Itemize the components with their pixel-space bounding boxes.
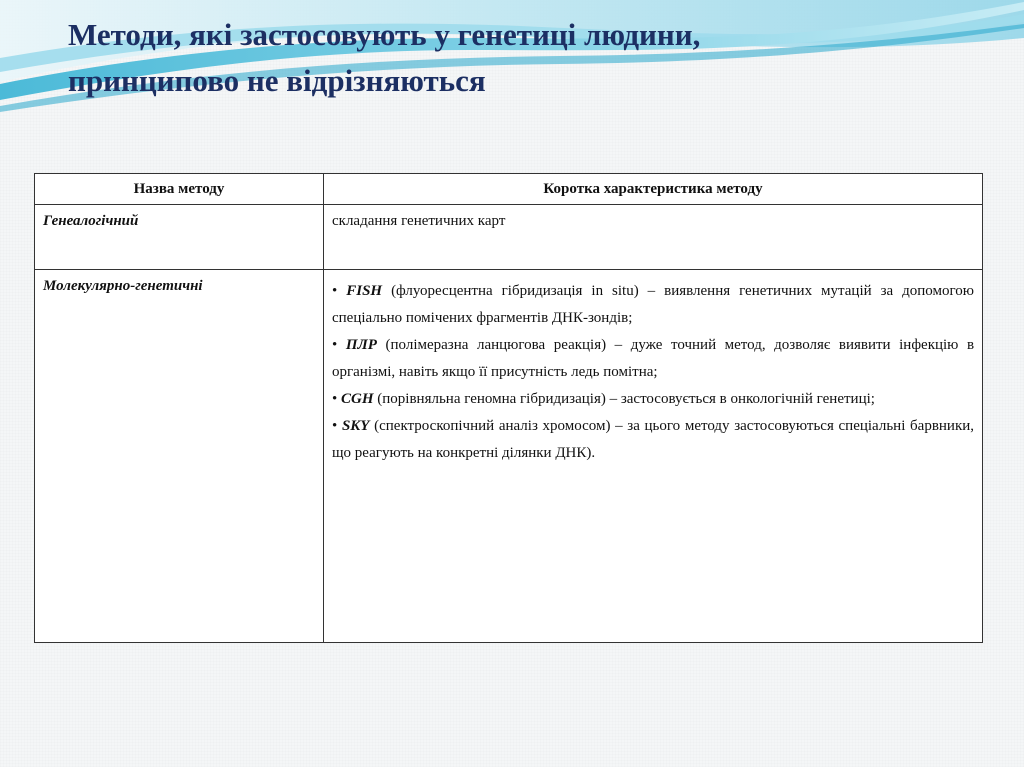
method-description-cell <box>324 270 983 643</box>
methods-table <box>34 173 983 643</box>
table-header-row <box>35 174 983 205</box>
bullet-text: (порівняльна геномна гібридизація) – застосовується в онкологічній генетиці; <box>377 391 875 407</box>
bullet-marker: • <box>332 391 338 407</box>
bullet-item <box>332 413 974 467</box>
bullet-item <box>332 386 974 413</box>
bullet-item <box>332 278 974 332</box>
method-description-cell: складання генетичних карт <box>324 205 983 270</box>
slide-title <box>68 12 968 104</box>
bullet-text: (спектроскопічний аналіз хромосом) – за цього методу застосовуються спеціальні барвники, що реагують на конкретні ділянки ДНК). <box>332 418 975 461</box>
bullet-marker: • <box>332 418 338 434</box>
bullet-term: FISH <box>346 283 383 299</box>
bullet-term: ПЛР <box>345 337 377 353</box>
bullet-marker: • <box>332 283 338 299</box>
bullet-marker: • <box>332 337 338 353</box>
bullet-text: (флуоресцентна гібридизація in situ) – виявлення генетичних мутацій за допомогою спеціально помічених фрагментів ДНК-зондів; <box>332 283 975 326</box>
method-name-cell: Молекулярно-генетичні <box>35 270 324 643</box>
table-row <box>35 270 983 643</box>
header-method-name: Назва методу <box>35 174 324 205</box>
bullet-term: SKY <box>341 418 370 434</box>
header-method-description: Коротка характеристика методу <box>324 174 983 205</box>
bullet-text: (полімеразна ланцюгова реакція) – дуже точний метод, дозволяє виявити інфекцію в організмі, навіть якщо її присутність ледь помітна; <box>332 337 975 380</box>
bullet-term: CGH <box>341 391 374 407</box>
slide-title-line-2: принципово не відрізняються <box>68 63 486 98</box>
bullet-item <box>332 332 974 386</box>
slide-title-line-1: Методи, які застосовують у генетиці людини, <box>68 17 701 52</box>
method-name-cell: Генеалогічний <box>35 205 324 270</box>
table-row <box>35 205 983 270</box>
